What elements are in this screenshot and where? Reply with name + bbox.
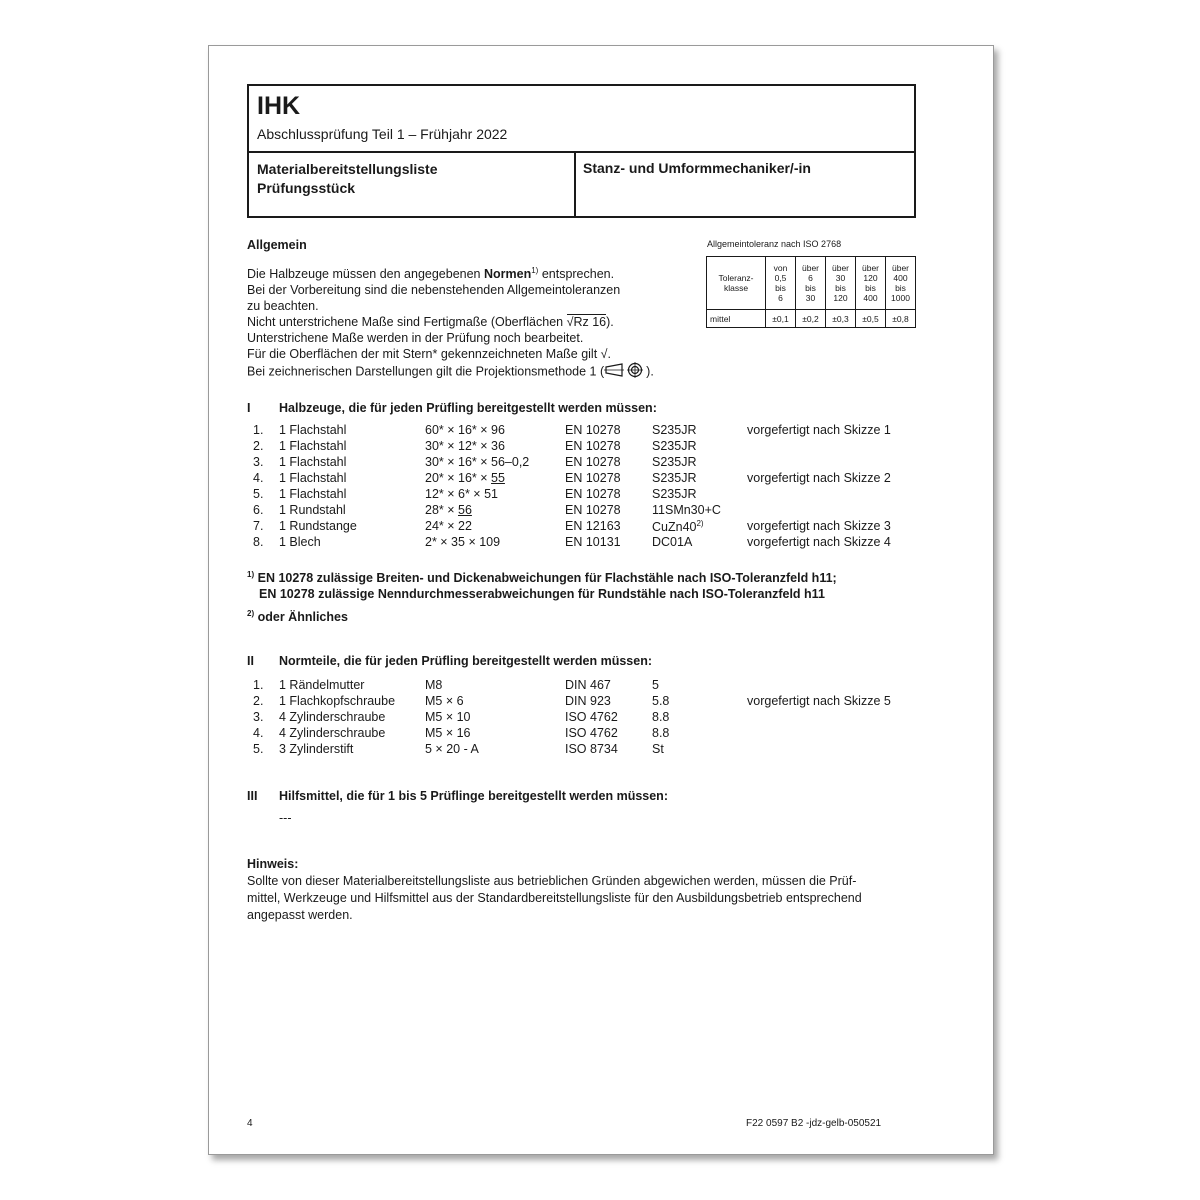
item-dimension: 60* × 16* × 96 — [425, 423, 505, 437]
item-name: 1 Rändelmutter — [279, 678, 365, 692]
section3-number: III — [247, 789, 258, 803]
general-line-2: Bei der Vorbereitung sind die nebenstehenden Allgemeintoleranzen — [247, 283, 621, 298]
hint-text — [247, 873, 862, 924]
tolerance-class-header — [707, 257, 766, 310]
dimension-underlined: 56 — [458, 503, 472, 517]
range-text: 6 — [778, 293, 783, 303]
item-name: 1 Flachstahl — [279, 471, 347, 485]
header-box — [247, 84, 916, 218]
item-material: S235JR — [652, 471, 697, 485]
general-text: ). — [646, 364, 654, 379]
tolerance-class-label: klasse — [723, 283, 749, 293]
item-number: 1. — [253, 678, 264, 692]
item-number: 2. — [253, 439, 264, 453]
tolerance-range-cell — [826, 257, 856, 310]
item-dimension: M5 × 16 — [425, 726, 471, 740]
tolerance-table — [706, 256, 916, 328]
item-norm: EN 10131 — [565, 535, 621, 549]
footnotes — [247, 567, 837, 625]
item-note: vorgefertigt nach Skizze 2 — [747, 471, 891, 485]
tolerance-range-cell — [796, 257, 826, 310]
item-name: 1 Rundstahl — [279, 503, 346, 517]
footnote-2 — [247, 606, 837, 625]
range-text: 400 — [893, 273, 908, 283]
org-title: IHK — [257, 92, 301, 120]
footnote-mark: 1) — [247, 570, 255, 579]
general-line-7 — [247, 362, 654, 382]
item-grade: 5.8 — [652, 694, 670, 708]
item-dimension: M5 × 6 — [425, 694, 464, 708]
header-column-divider — [574, 151, 576, 216]
footnote-mark: 2) — [247, 609, 255, 619]
item-dimension: M8 — [425, 678, 443, 692]
footnote-text: oder Ähnliches — [257, 610, 348, 625]
range-text: 30 — [835, 273, 846, 283]
item-number: 3. — [253, 455, 264, 469]
profession-title: Stanz- und Umformmechaniker/-in — [583, 160, 811, 176]
range-text: 120 — [863, 273, 878, 283]
tolerance-range-cell — [886, 257, 916, 310]
range-text: über — [801, 263, 819, 273]
dimension-underlined: 55 — [491, 471, 505, 485]
item-name: 1 Flachstahl — [279, 423, 347, 437]
item-norm: ISO 4762 — [565, 710, 618, 724]
item-norm: ISO 8734 — [565, 742, 618, 756]
range-text: über — [891, 263, 909, 273]
range-text: 120 — [833, 293, 848, 303]
item-number: 7. — [253, 519, 264, 533]
item-name: 1 Flachstahl — [279, 487, 347, 501]
range-text: 6 — [808, 273, 813, 283]
item-name: 3 Zylinderstift — [279, 742, 354, 756]
range-text: 400 — [863, 293, 878, 303]
document-title-line2: Prüfungsstück — [257, 180, 356, 196]
range-text: bis — [865, 283, 876, 293]
footnote-text: EN 10278 zulässige Breiten- und Dickenabweichungen für Flachstähle nach ISO-Toleranzfeld h11; — [257, 571, 837, 586]
general-text: ). — [606, 315, 614, 330]
item-number: 6. — [253, 503, 264, 517]
item-note: vorgefertigt nach Skizze 1 — [747, 423, 891, 437]
range-text: bis — [805, 283, 816, 293]
range-text: über — [831, 263, 849, 273]
footnote-ref: 2) — [696, 519, 704, 528]
general-line-5: Unterstrichene Maße werden in der Prüfung noch bearbeitet. — [247, 331, 584, 346]
general-text: Nicht unterstrichene Maße sind Fertigmaße (Oberflächen — [247, 315, 567, 330]
document-page — [208, 45, 994, 1155]
item-material: 11SMn30+C — [652, 503, 721, 517]
item-norm: EN 12163 — [565, 519, 621, 533]
document-code: F22 0597 B2 -jdz-gelb-050521 — [746, 1118, 882, 1129]
general-text: Die Halbzeuge müssen den angegebenen — [247, 267, 484, 282]
item-note: vorgefertigt nach Skizze 3 — [747, 519, 891, 533]
item-dimension: 30* × 16* × 56–0,2 — [425, 455, 530, 469]
general-paragraph — [247, 263, 654, 382]
hint-line-3: angepasst werden. — [247, 908, 353, 922]
dimension-text: 28* × — [425, 503, 459, 517]
item-material: DC01A — [652, 535, 693, 549]
section3-content: --- — [279, 811, 292, 825]
item-norm: DIN 467 — [565, 678, 611, 692]
range-text: 1000 — [891, 293, 910, 303]
general-text: Bei zeichnerischen Darstellungen gilt die Projektionsmethode 1 ( — [247, 364, 605, 379]
exam-subtitle: Abschlussprüfung Teil 1 – Frühjahr 2022 — [257, 126, 508, 142]
surface-symbol: √Rz 16 — [566, 315, 607, 330]
item-name: 4 Zylinderschraube — [279, 726, 386, 740]
item-norm: DIN 923 — [565, 694, 611, 708]
item-dimension: 5 × 20 - A — [425, 742, 479, 756]
hint-line-2: mittel, Werkzeuge und Hilfsmittel aus der Standardbereitstellungsliste für den Ausbildungsbetrieb entsprechend — [247, 891, 862, 905]
item-norm: ISO 4762 — [565, 726, 618, 740]
general-line-3: zu beachten. — [247, 299, 319, 314]
item-grade: 8.8 — [652, 710, 670, 724]
general-line-4 — [247, 314, 654, 330]
item-norm: EN 10278 — [565, 423, 621, 437]
document-title-line1: Materialbereitstellungsliste — [257, 161, 438, 177]
section3-title: Hilfsmittel, die für 1 bis 5 Prüflinge bereitgestellt werden müssen: — [279, 789, 668, 803]
range-text: über — [861, 263, 879, 273]
item-norm: EN 10278 — [565, 471, 621, 485]
item-number: 4. — [253, 471, 264, 485]
item-material: S235JR — [652, 487, 697, 501]
page-number: 4 — [247, 1118, 253, 1129]
item-dimension: 2* × 35 × 109 — [425, 535, 501, 549]
document-title — [257, 160, 438, 198]
item-number: 5. — [253, 742, 264, 756]
item-dimension: 12* × 6* × 51 — [425, 487, 498, 501]
item-norm: EN 10278 — [565, 487, 621, 501]
item-dimension — [425, 471, 505, 485]
general-line-6 — [247, 346, 654, 362]
item-dimension: M5 × 10 — [425, 710, 471, 724]
item-norm: EN 10278 — [565, 503, 621, 517]
item-number: 2. — [253, 694, 264, 708]
item-grade: 8.8 — [652, 726, 670, 740]
section1-number: I — [247, 401, 251, 415]
general-text: Für die Oberflächen der mit Stern* gekennzeichneten Maße gilt — [247, 347, 601, 362]
item-name: 1 Flachstahl — [279, 455, 347, 469]
norms-bold: Normen — [483, 267, 532, 282]
item-norm: EN 10278 — [565, 439, 621, 453]
footnote-ref: 1) — [531, 266, 539, 275]
range-text: von — [773, 263, 788, 273]
header-divider — [249, 151, 914, 153]
item-number: 5. — [253, 487, 264, 501]
tolerance-range-cell — [856, 257, 886, 310]
general-line-1 — [247, 263, 654, 282]
general-text: entsprechen. — [538, 267, 615, 282]
hint-heading: Hinweis: — [247, 857, 299, 871]
tolerance-value: ±0,1 — [766, 310, 796, 328]
item-name: 1 Rundstange — [279, 519, 357, 533]
general-heading: Allgemein — [247, 238, 307, 252]
footnote-1-line1 — [247, 567, 837, 586]
item-grade: St — [652, 742, 664, 756]
material-text: CuZn40 — [652, 520, 697, 535]
dimension-text: 20* × 16* × — [425, 471, 492, 485]
item-number: 4. — [253, 726, 264, 740]
item-material — [652, 519, 704, 534]
tolerance-header-row — [707, 257, 916, 310]
tolerance-value: ±0,3 — [826, 310, 856, 328]
item-number: 8. — [253, 535, 264, 549]
item-name: 1 Flachstahl — [279, 439, 347, 453]
section1-title: Halbzeuge, die für jeden Prüfling bereitgestellt werden müssen: — [279, 401, 657, 415]
tolerance-value-row — [707, 310, 916, 328]
range-text: 30 — [805, 293, 816, 303]
tolerance-value: ±0,2 — [796, 310, 826, 328]
tolerance-class-label: Toleranz- — [718, 273, 754, 283]
item-material: S235JR — [652, 455, 697, 469]
section2-number: II — [247, 654, 254, 668]
item-number: 3. — [253, 710, 264, 724]
item-note: vorgefertigt nach Skizze 5 — [747, 694, 891, 708]
range-text: 0,5 — [774, 273, 787, 283]
range-text: bis — [835, 283, 846, 293]
tolerance-value: ±0,8 — [886, 310, 916, 328]
footnote-1-line2: EN 10278 zulässige Nenndurchmesserabweichungen für Rundstähle nach ISO-Toleranzfeld h11 — [259, 587, 825, 602]
item-material: S235JR — [652, 423, 697, 437]
hint-line-1: Sollte von dieser Materialbereitstellungsliste aus betrieblichen Gründen abgewichen werden, müssen die Prüf- — [247, 874, 857, 888]
tolerance-class-value: mittel — [707, 310, 766, 328]
item-grade: 5 — [652, 678, 659, 692]
item-dimension — [425, 503, 472, 517]
section2-title: Normteile, die für jeden Prüfling bereitgestellt werden müssen: — [279, 654, 652, 668]
projection-method-icon — [604, 362, 646, 382]
surface-symbol: √. — [600, 347, 611, 362]
tolerance-title: Allgemeintoleranz nach ISO 2768 — [707, 239, 842, 249]
tolerance-value: ±0,5 — [856, 310, 886, 328]
item-norm: EN 10278 — [565, 455, 621, 469]
item-dimension: 30* × 12* × 36 — [425, 439, 505, 453]
item-dimension: 24* × 22 — [425, 519, 472, 533]
item-number: 1. — [253, 423, 264, 437]
item-name: 1 Flachkopfschraube — [279, 694, 396, 708]
range-text: bis — [775, 283, 786, 293]
item-name: 4 Zylinderschraube — [279, 710, 386, 724]
item-note: vorgefertigt nach Skizze 4 — [747, 535, 891, 549]
item-name: 1 Blech — [279, 535, 321, 549]
range-text: bis — [895, 283, 906, 293]
tolerance-range-cell — [766, 257, 796, 310]
item-material: S235JR — [652, 439, 697, 453]
